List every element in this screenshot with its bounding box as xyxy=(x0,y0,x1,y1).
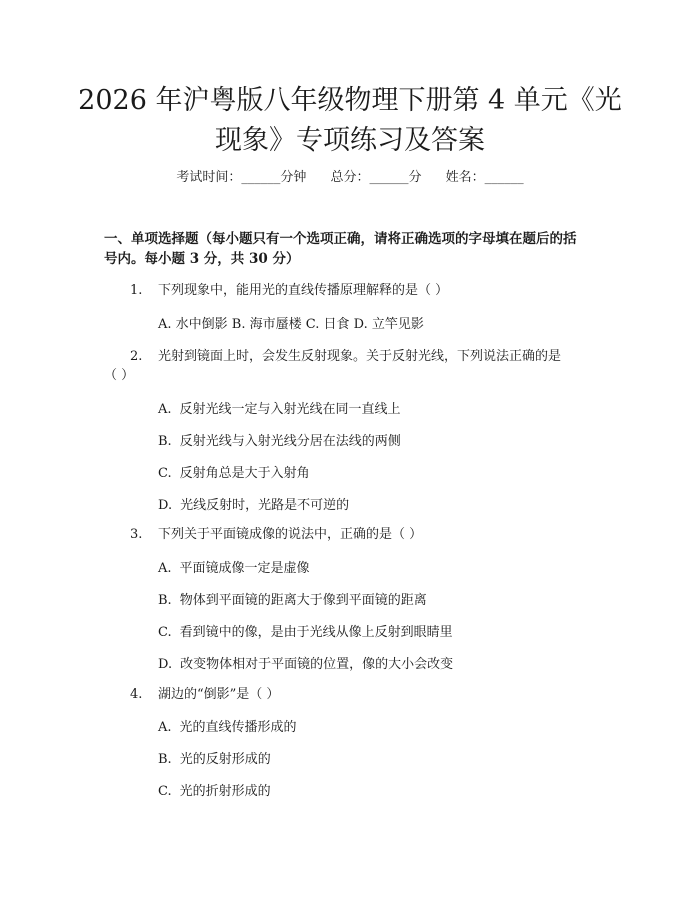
question-3-option-b xyxy=(158,592,427,610)
section-title-line-2: 号内。每小题 3 分，共 30 分） xyxy=(104,251,300,267)
exam-meta xyxy=(0,169,700,187)
option-text: 平面镜成像一定是虚像 xyxy=(179,561,310,576)
exam-total-score: 总分：______分 xyxy=(330,170,422,185)
document-title-line-1: 2026 年沪粤版八年级物理下册第 4 单元《光 xyxy=(78,85,622,116)
option-text: 改变物体相对于平面镜的位置，像的大小会改变 xyxy=(180,657,454,672)
option-letter: A. xyxy=(158,561,172,576)
question-2-text: 光射到镜面上时，会发生反射现象。关于反射光线，下列说法正确的是 xyxy=(158,349,562,364)
question-4-option-c xyxy=(158,783,271,801)
option-text: 光的折射形成的 xyxy=(179,784,271,799)
option-text: 反射光线与入射光线分居在法线的两侧 xyxy=(179,434,401,449)
question-1-options: A. 水中倒影 B. 海市蜃楼 C. 日食 D. 立竿见影 xyxy=(158,317,424,332)
question-2-option-c xyxy=(158,465,310,483)
option-letter: B. xyxy=(158,434,172,449)
question-1-number: 1. xyxy=(130,283,143,298)
section-title-line-1: 一、单项选择题（每小题只有一个选项正确，请将正确选项的字母填在题后的括 xyxy=(104,231,577,247)
option-letter: C. xyxy=(158,466,172,481)
option-text: 光线反射时，光路是不可逆的 xyxy=(180,498,350,513)
question-2-number: 2. xyxy=(130,349,143,364)
question-3-number: 3. xyxy=(130,527,143,542)
document-title-line-2: 现象》专项练习及答案 xyxy=(215,125,485,156)
question-4-number: 4. xyxy=(130,687,143,702)
question-2-text-wrap: （ ） xyxy=(104,368,135,383)
option-letter: B. xyxy=(158,752,172,767)
question-4-option-b xyxy=(158,751,271,769)
question-3-option-d xyxy=(158,656,453,674)
question-3-option-a xyxy=(158,560,310,578)
option-text: 光的反射形成的 xyxy=(179,752,271,767)
option-letter: A. xyxy=(158,720,172,735)
question-2-option-b xyxy=(158,433,401,451)
question-4-option-a xyxy=(158,719,297,737)
option-text: 光的直线传播形成的 xyxy=(179,720,297,735)
option-letter: C. xyxy=(158,625,172,640)
question-3-text: 下列关于平面镜成像的说法中，正确的是（ ） xyxy=(158,527,423,542)
question-2-option-a xyxy=(158,401,401,419)
student-name: 姓名：______ xyxy=(445,170,524,185)
option-letter: A. xyxy=(158,402,172,417)
question-2-option-d xyxy=(158,497,349,515)
option-text: 反射角总是大于入射角 xyxy=(179,466,310,481)
option-text: 物体到平面镜的距离大于像到平面镜的距离 xyxy=(179,593,427,608)
option-text: 看到镜中的像，是由于光线从像上反射到眼睛里 xyxy=(179,625,453,640)
question-4-text: 湖边的“倒影”是（ ） xyxy=(158,687,280,702)
option-letter: B. xyxy=(158,593,172,608)
question-3-option-c xyxy=(158,624,453,642)
option-letter: D. xyxy=(158,498,173,513)
exam-time: 考试时间：______分钟 xyxy=(176,170,307,185)
option-letter: D. xyxy=(158,657,173,672)
option-text: 反射光线一定与入射光线在同一直线上 xyxy=(179,402,401,417)
option-letter: C. xyxy=(158,784,172,799)
question-1-text: 下列现象中，能用光的直线传播原理解释的是（ ） xyxy=(158,283,449,298)
